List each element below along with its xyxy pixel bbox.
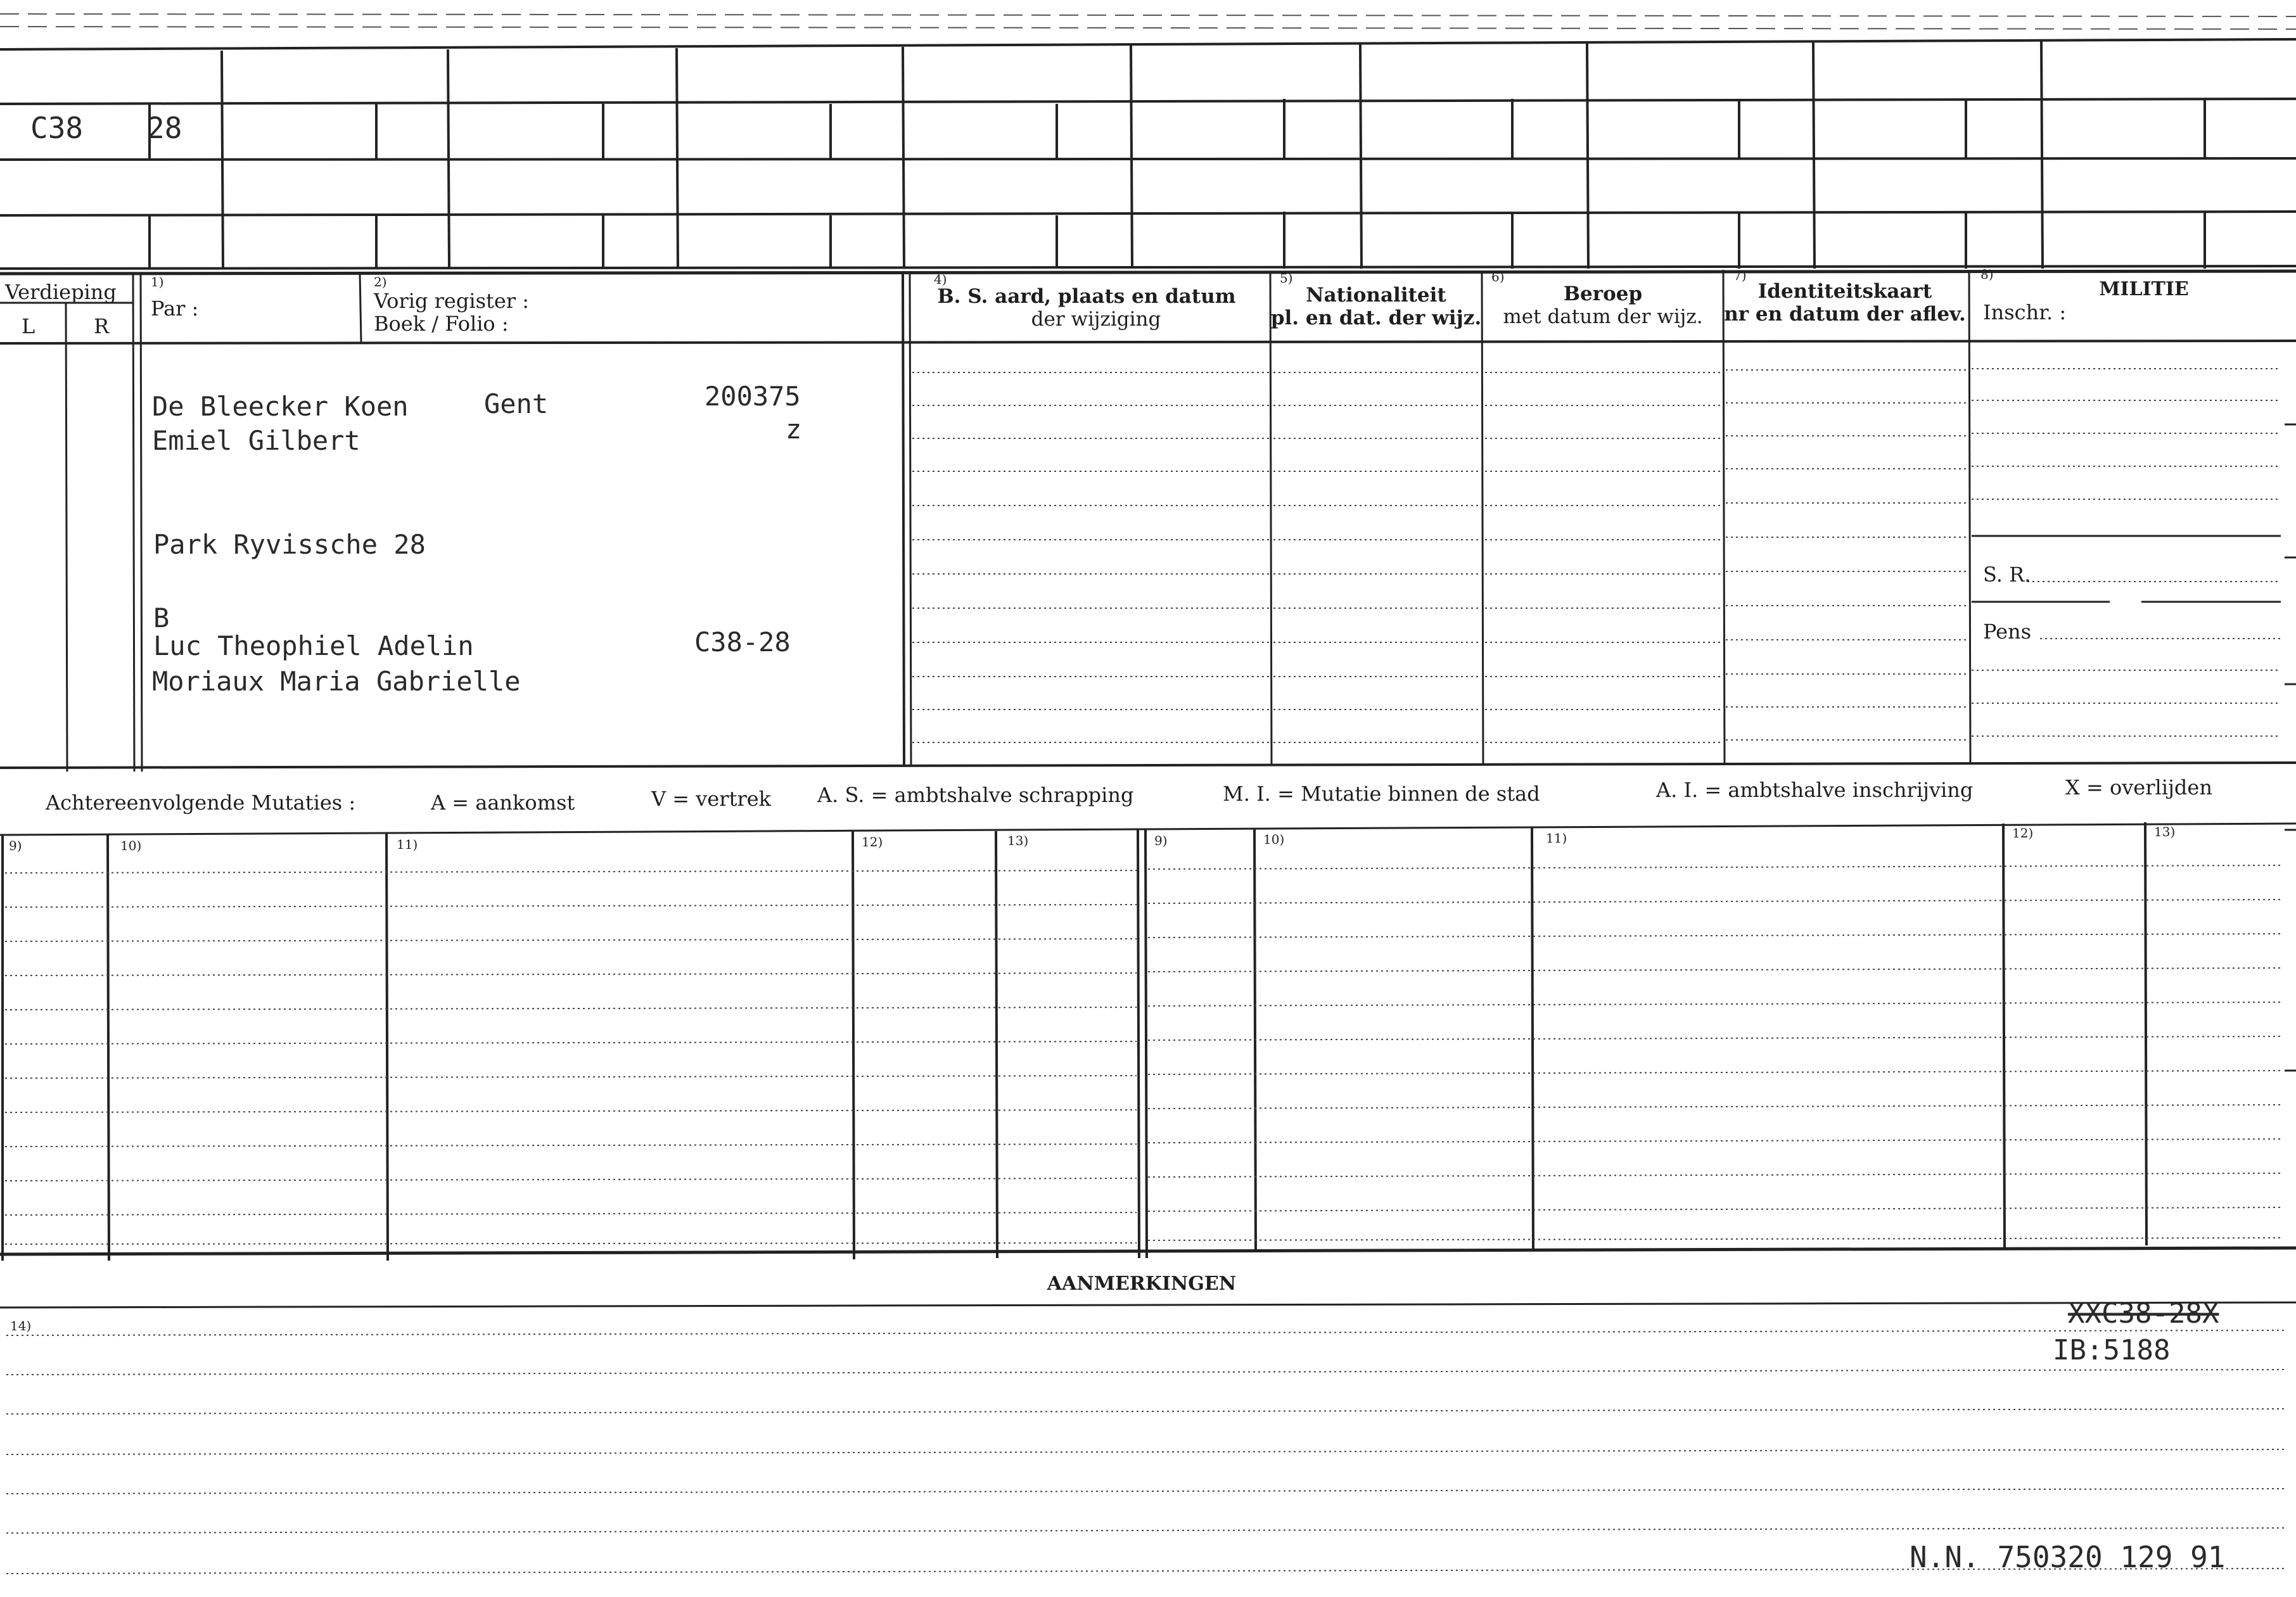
nat-num: 5) [1280, 270, 1293, 286]
beroep-label-1: Beroep [1563, 283, 1643, 305]
right-edge-ticks [2285, 424, 2296, 1071]
vorig-num: 2) [374, 274, 387, 289]
boek-folio-label: Boek / Folio : [374, 312, 509, 336]
mut-right-13: 13) [2154, 824, 2176, 839]
body-dotted-lines [912, 369, 2281, 742]
mut-right-11: 11) [1546, 830, 1567, 846]
legend-vertrek: V = vertrek [651, 787, 772, 811]
b-marker: B [153, 602, 170, 633]
militie-num: 8) [1980, 267, 1994, 282]
person-city: Gent [484, 388, 549, 419]
legend-overlijden: X = overlijden [2065, 775, 2212, 799]
bs-label-1: B. S. aard, plaats en datum [937, 285, 1236, 308]
bs-label-2: der wijziging [1031, 308, 1161, 331]
id-label-1: Identiteitskaart [1757, 280, 1932, 303]
id-label-2: nr en datum der aflev. [1724, 303, 1966, 326]
birth-code: 200375 [705, 381, 801, 412]
nat-label-1: Nationaliteit [1306, 284, 1446, 307]
legend-bottom-rule [0, 824, 2296, 835]
parent-2: Moriaux Maria Gabrielle [152, 666, 521, 697]
id-num: 7) [1733, 268, 1747, 283]
beroep-label-2: met datum der wijz. [1503, 305, 1703, 328]
person-name-1: De Bleecker Koen [152, 391, 409, 422]
mut-left-11: 11) [397, 837, 418, 852]
reference-code: C38-28 [694, 627, 791, 658]
mut-right-10: 10) [1263, 832, 1285, 847]
mut-left-9: 9) [9, 838, 22, 853]
remarks-stamp-code: XXC38-28X [2068, 1297, 2219, 1330]
person-address: Park Ryvissche 28 [153, 529, 426, 560]
sr-label: S. R. [1983, 563, 2031, 587]
parent-1: Luc Theophiel Adelin [153, 630, 474, 661]
pens-label: Pens [1983, 620, 2032, 644]
inschr-label: Inschr. : [1983, 300, 2067, 324]
verdieping-right: R [94, 314, 110, 338]
remarks-title: AANMERKINGEN [1047, 1273, 1237, 1295]
remarks-ib-number: IB:5188 [2053, 1334, 2171, 1366]
legend-mutatie-binnen-stad: M. I. = Mutatie binnen de stad [1223, 782, 1540, 806]
mutations-dotted-lines [5, 865, 2281, 1244]
mut-right-9: 9) [1154, 833, 1168, 848]
remarks-header-rule [0, 1302, 2296, 1308]
mut-right-12: 12) [2012, 825, 2034, 841]
top-scan-edge [0, 14, 2296, 29]
par-num: 1) [151, 274, 164, 289]
mut-left-13: 13) [1007, 833, 1029, 848]
person-block [152, 381, 801, 697]
remarks-dotted-lines [6, 1330, 2287, 1574]
mut-left-12: 12) [862, 834, 883, 849]
legend-title: Achtereenvolgende Mutaties : [46, 791, 356, 815]
beroep-num: 6) [1491, 269, 1505, 284]
national-number: N.N. 750320 129 91 [1910, 1540, 2226, 1574]
bs-num: 4) [934, 272, 947, 287]
remarks-num: 14) [10, 1318, 32, 1333]
nat-label-2: pl. en dat. der wijz. [1270, 307, 1482, 329]
person-name-2: Emiel Gilbert [152, 425, 360, 456]
legend-aankomst: A = aankomst [431, 791, 575, 815]
par-label: Par : [151, 296, 199, 321]
verdieping-left: L [22, 314, 35, 338]
mutations-left-headers [9, 833, 1028, 853]
legend-ambtshalve-inschrijving: A. I. = ambtshalve inschrijving [1656, 778, 1974, 802]
register-grid [0, 39, 2296, 269]
birth-suffix: z [786, 414, 802, 445]
legend-ambtshalve-schrapping: A. S. = ambtshalve schrapping [817, 783, 1134, 807]
register-code: C38 [30, 111, 84, 145]
legend-top-rule [0, 763, 2296, 768]
militie-title: MILITIE [2099, 278, 2189, 300]
vorig-register-label: Vorig register : [374, 289, 530, 313]
mut-left-10: 10) [120, 838, 142, 853]
register-folio: 28 [147, 111, 182, 145]
remarks-top-rule [0, 1248, 2296, 1254]
verdieping-label: Verdieping [5, 280, 117, 304]
